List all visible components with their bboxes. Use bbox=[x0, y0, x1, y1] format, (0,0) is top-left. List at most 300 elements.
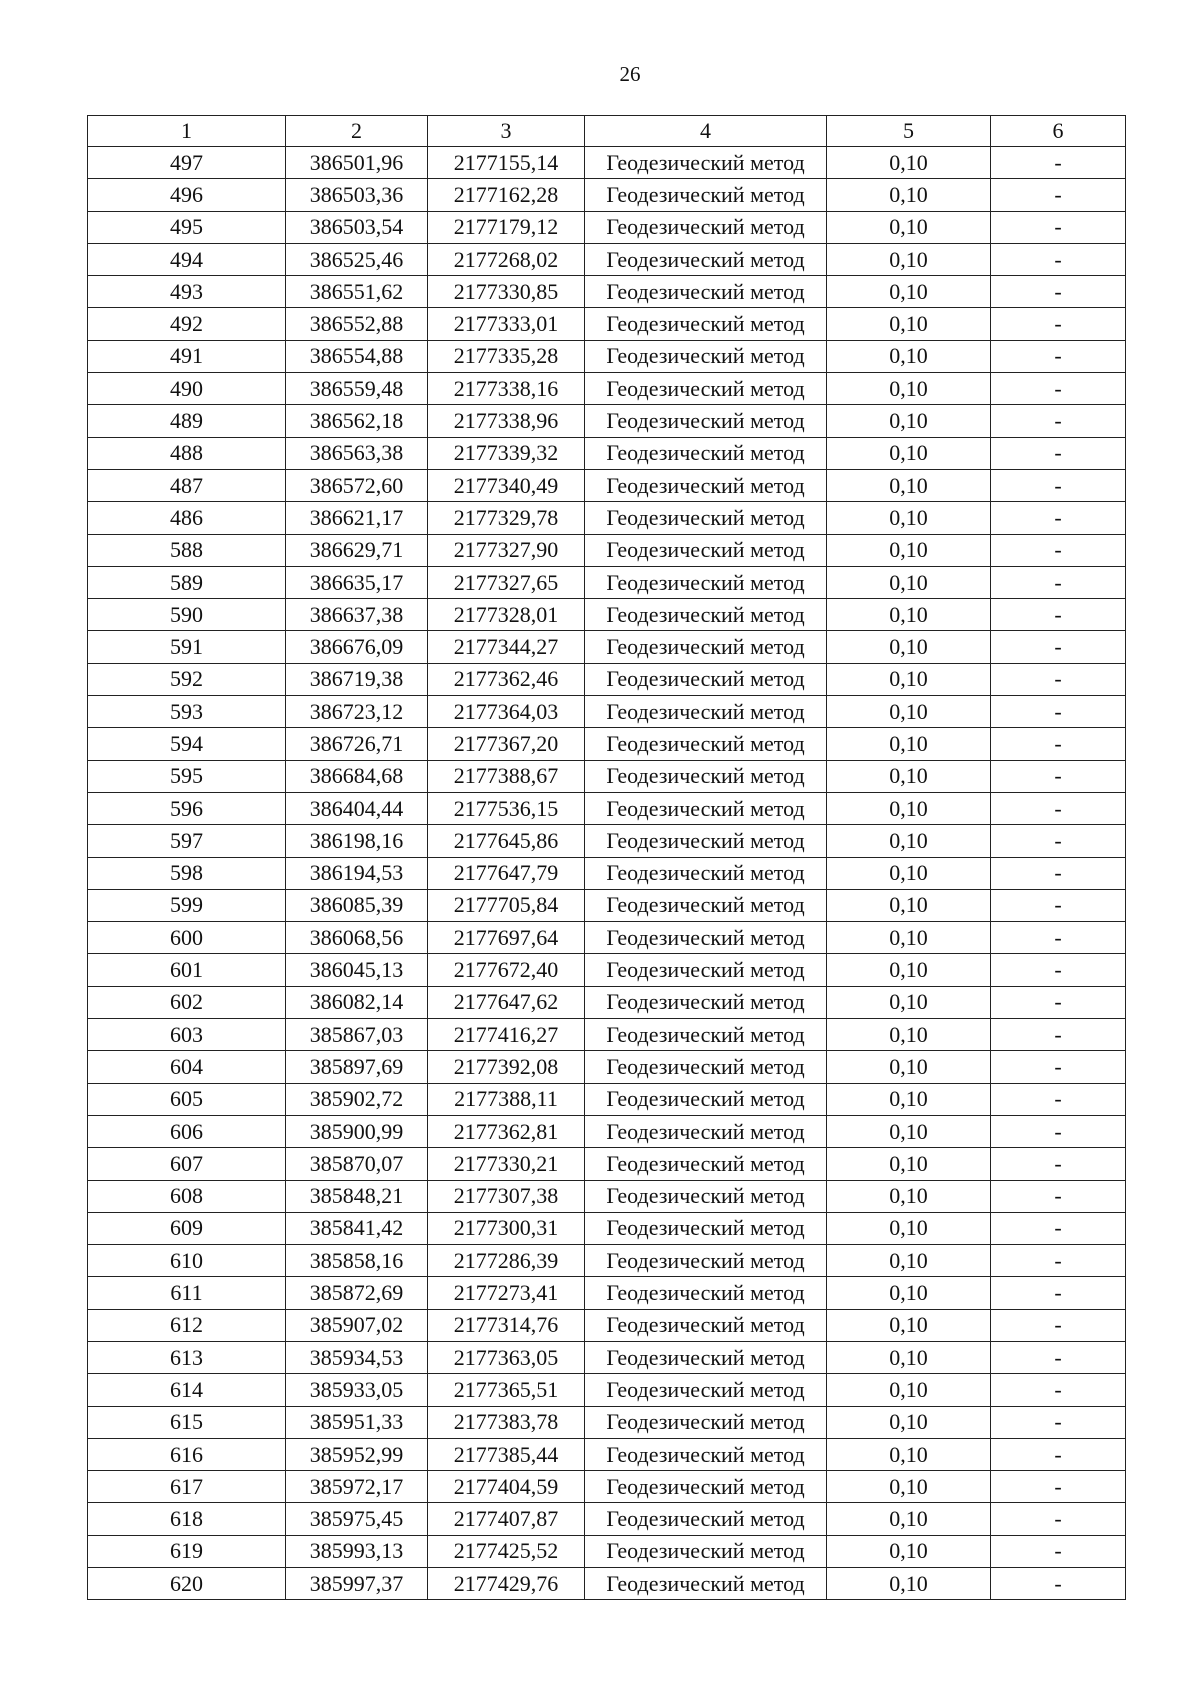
note-cell: - bbox=[991, 986, 1126, 1018]
y-coordinate-cell: 2177367,20 bbox=[428, 728, 585, 760]
note-cell: - bbox=[991, 1568, 1126, 1600]
point-number-cell: 616 bbox=[88, 1438, 286, 1470]
method-cell: Геодезический метод bbox=[585, 663, 827, 695]
x-coordinate-cell: 385907,02 bbox=[286, 1309, 428, 1341]
x-coordinate-cell: 386572,60 bbox=[286, 469, 428, 501]
accuracy-cell: 0,10 bbox=[827, 1019, 991, 1051]
x-coordinate-cell: 386503,54 bbox=[286, 211, 428, 243]
accuracy-cell: 0,10 bbox=[827, 1535, 991, 1567]
method-cell: Геодезический метод bbox=[585, 534, 827, 566]
table-row bbox=[88, 922, 1126, 954]
method-cell: Геодезический метод bbox=[585, 276, 827, 308]
table-row bbox=[88, 308, 1126, 340]
x-coordinate-cell: 386194,53 bbox=[286, 857, 428, 889]
method-cell: Геодезический метод bbox=[585, 340, 827, 372]
accuracy-cell: 0,10 bbox=[827, 1568, 991, 1600]
method-cell: Геодезический метод bbox=[585, 211, 827, 243]
accuracy-cell: 0,10 bbox=[827, 728, 991, 760]
table-row bbox=[88, 1019, 1126, 1051]
method-cell: Геодезический метод bbox=[585, 760, 827, 792]
note-cell: - bbox=[991, 308, 1126, 340]
y-coordinate-cell: 2177383,78 bbox=[428, 1406, 585, 1438]
point-number-cell: 597 bbox=[88, 825, 286, 857]
method-cell: Геодезический метод bbox=[585, 1374, 827, 1406]
y-coordinate-cell: 2177697,64 bbox=[428, 922, 585, 954]
point-number-cell: 611 bbox=[88, 1277, 286, 1309]
note-cell: - bbox=[991, 1212, 1126, 1244]
table-row bbox=[88, 1438, 1126, 1470]
y-coordinate-cell: 2177307,38 bbox=[428, 1180, 585, 1212]
x-coordinate-cell: 386082,14 bbox=[286, 986, 428, 1018]
x-coordinate-cell: 386554,88 bbox=[286, 340, 428, 372]
accuracy-cell: 0,10 bbox=[827, 986, 991, 1018]
accuracy-cell: 0,10 bbox=[827, 211, 991, 243]
y-coordinate-cell: 2177362,46 bbox=[428, 663, 585, 695]
accuracy-cell: 0,10 bbox=[827, 1503, 991, 1535]
accuracy-cell: 0,10 bbox=[827, 922, 991, 954]
y-coordinate-cell: 2177268,02 bbox=[428, 243, 585, 275]
accuracy-cell: 0,10 bbox=[827, 631, 991, 663]
note-cell: - bbox=[991, 922, 1126, 954]
accuracy-cell: 0,10 bbox=[827, 792, 991, 824]
note-cell: - bbox=[991, 437, 1126, 469]
point-number-cell: 591 bbox=[88, 631, 286, 663]
note-cell: - bbox=[991, 340, 1126, 372]
note-cell: - bbox=[991, 1277, 1126, 1309]
x-coordinate-cell: 386719,38 bbox=[286, 663, 428, 695]
x-coordinate-cell: 386404,44 bbox=[286, 792, 428, 824]
accuracy-cell: 0,10 bbox=[827, 534, 991, 566]
accuracy-cell: 0,10 bbox=[827, 1245, 991, 1277]
table-row bbox=[88, 1503, 1126, 1535]
note-cell: - bbox=[991, 1341, 1126, 1373]
note-cell: - bbox=[991, 792, 1126, 824]
note-cell: - bbox=[991, 179, 1126, 211]
accuracy-cell: 0,10 bbox=[827, 1341, 991, 1373]
x-coordinate-cell: 386635,17 bbox=[286, 566, 428, 598]
point-number-cell: 605 bbox=[88, 1083, 286, 1115]
table-row bbox=[88, 437, 1126, 469]
note-cell: - bbox=[991, 1083, 1126, 1115]
table-row bbox=[88, 1341, 1126, 1373]
note-cell: - bbox=[991, 1503, 1126, 1535]
point-number-cell: 495 bbox=[88, 211, 286, 243]
accuracy-cell: 0,10 bbox=[827, 1471, 991, 1503]
note-cell: - bbox=[991, 889, 1126, 921]
table-row bbox=[88, 566, 1126, 598]
table-row bbox=[88, 534, 1126, 566]
method-cell: Геодезический метод bbox=[585, 986, 827, 1018]
table-row bbox=[88, 599, 1126, 631]
accuracy-cell: 0,10 bbox=[827, 825, 991, 857]
table-row bbox=[88, 1471, 1126, 1503]
accuracy-cell: 0,10 bbox=[827, 1180, 991, 1212]
table-row bbox=[88, 502, 1126, 534]
table-row bbox=[88, 373, 1126, 405]
method-cell: Геодезический метод bbox=[585, 1019, 827, 1051]
point-number-cell: 600 bbox=[88, 922, 286, 954]
coordinates-table bbox=[87, 115, 1126, 1600]
accuracy-cell: 0,10 bbox=[827, 857, 991, 889]
point-number-cell: 613 bbox=[88, 1341, 286, 1373]
point-number-cell: 595 bbox=[88, 760, 286, 792]
point-number-cell: 604 bbox=[88, 1051, 286, 1083]
accuracy-cell: 0,10 bbox=[827, 373, 991, 405]
x-coordinate-cell: 385993,13 bbox=[286, 1535, 428, 1567]
y-coordinate-cell: 2177365,51 bbox=[428, 1374, 585, 1406]
note-cell: - bbox=[991, 1535, 1126, 1567]
table-row bbox=[88, 1535, 1126, 1567]
table-row bbox=[88, 663, 1126, 695]
x-coordinate-cell: 386563,38 bbox=[286, 437, 428, 469]
x-coordinate-cell: 385872,69 bbox=[286, 1277, 428, 1309]
column-header-6: 6 bbox=[991, 116, 1126, 147]
note-cell: - bbox=[991, 1115, 1126, 1147]
column-header-4: 4 bbox=[585, 116, 827, 147]
note-cell: - bbox=[991, 566, 1126, 598]
point-number-cell: 492 bbox=[88, 308, 286, 340]
note-cell: - bbox=[991, 696, 1126, 728]
y-coordinate-cell: 2177286,39 bbox=[428, 1245, 585, 1277]
x-coordinate-cell: 385848,21 bbox=[286, 1180, 428, 1212]
x-coordinate-cell: 385972,17 bbox=[286, 1471, 428, 1503]
point-number-cell: 614 bbox=[88, 1374, 286, 1406]
y-coordinate-cell: 2177404,59 bbox=[428, 1471, 585, 1503]
point-number-cell: 610 bbox=[88, 1245, 286, 1277]
y-coordinate-cell: 2177416,27 bbox=[428, 1019, 585, 1051]
x-coordinate-cell: 385902,72 bbox=[286, 1083, 428, 1115]
method-cell: Геодезический метод bbox=[585, 728, 827, 760]
y-coordinate-cell: 2177385,44 bbox=[428, 1438, 585, 1470]
x-coordinate-cell: 386552,88 bbox=[286, 308, 428, 340]
method-cell: Геодезический метод bbox=[585, 599, 827, 631]
method-cell: Геодезический метод bbox=[585, 1568, 827, 1600]
table-row bbox=[88, 1374, 1126, 1406]
method-cell: Геодезический метод bbox=[585, 1212, 827, 1244]
table-row bbox=[88, 1180, 1126, 1212]
accuracy-cell: 0,10 bbox=[827, 1277, 991, 1309]
point-number-cell: 493 bbox=[88, 276, 286, 308]
point-number-cell: 489 bbox=[88, 405, 286, 437]
table-row bbox=[88, 889, 1126, 921]
x-coordinate-cell: 385858,16 bbox=[286, 1245, 428, 1277]
method-cell: Геодезический метод bbox=[585, 922, 827, 954]
accuracy-cell: 0,10 bbox=[827, 1148, 991, 1180]
x-coordinate-cell: 386198,16 bbox=[286, 825, 428, 857]
table-row bbox=[88, 760, 1126, 792]
note-cell: - bbox=[991, 147, 1126, 179]
method-cell: Геодезический метод bbox=[585, 1277, 827, 1309]
accuracy-cell: 0,10 bbox=[827, 502, 991, 534]
note-cell: - bbox=[991, 1148, 1126, 1180]
note-cell: - bbox=[991, 469, 1126, 501]
y-coordinate-cell: 2177179,12 bbox=[428, 211, 585, 243]
y-coordinate-cell: 2177328,01 bbox=[428, 599, 585, 631]
note-cell: - bbox=[991, 1374, 1126, 1406]
method-cell: Геодезический метод bbox=[585, 1406, 827, 1438]
note-cell: - bbox=[991, 663, 1126, 695]
method-cell: Геодезический метод bbox=[585, 405, 827, 437]
table-row bbox=[88, 211, 1126, 243]
y-coordinate-cell: 2177364,03 bbox=[428, 696, 585, 728]
table-row bbox=[88, 631, 1126, 663]
accuracy-cell: 0,10 bbox=[827, 889, 991, 921]
y-coordinate-cell: 2177388,67 bbox=[428, 760, 585, 792]
accuracy-cell: 0,10 bbox=[827, 1438, 991, 1470]
point-number-cell: 496 bbox=[88, 179, 286, 211]
accuracy-cell: 0,10 bbox=[827, 760, 991, 792]
note-cell: - bbox=[991, 728, 1126, 760]
method-cell: Геодезический метод bbox=[585, 179, 827, 211]
method-cell: Геодезический метод bbox=[585, 1245, 827, 1277]
y-coordinate-cell: 2177340,49 bbox=[428, 469, 585, 501]
note-cell: - bbox=[991, 599, 1126, 631]
accuracy-cell: 0,10 bbox=[827, 308, 991, 340]
note-cell: - bbox=[991, 1051, 1126, 1083]
y-coordinate-cell: 2177338,16 bbox=[428, 373, 585, 405]
point-number-cell: 593 bbox=[88, 696, 286, 728]
table-row bbox=[88, 405, 1126, 437]
table-row bbox=[88, 1148, 1126, 1180]
x-coordinate-cell: 386551,62 bbox=[286, 276, 428, 308]
y-coordinate-cell: 2177333,01 bbox=[428, 308, 585, 340]
x-coordinate-cell: 386525,46 bbox=[286, 243, 428, 275]
y-coordinate-cell: 2177407,87 bbox=[428, 1503, 585, 1535]
note-cell: - bbox=[991, 534, 1126, 566]
column-header-1: 1 bbox=[88, 116, 286, 147]
column-header-2: 2 bbox=[286, 116, 428, 147]
x-coordinate-cell: 385952,99 bbox=[286, 1438, 428, 1470]
method-cell: Геодезический метод bbox=[585, 857, 827, 889]
table-row bbox=[88, 825, 1126, 857]
note-cell: - bbox=[991, 1471, 1126, 1503]
y-coordinate-cell: 2177647,79 bbox=[428, 857, 585, 889]
note-cell: - bbox=[991, 1019, 1126, 1051]
method-cell: Геодезический метод bbox=[585, 631, 827, 663]
point-number-cell: 589 bbox=[88, 566, 286, 598]
point-number-cell: 596 bbox=[88, 792, 286, 824]
point-number-cell: 601 bbox=[88, 954, 286, 986]
accuracy-cell: 0,10 bbox=[827, 1374, 991, 1406]
x-coordinate-cell: 385870,07 bbox=[286, 1148, 428, 1180]
x-coordinate-cell: 385997,37 bbox=[286, 1568, 428, 1600]
accuracy-cell: 0,10 bbox=[827, 566, 991, 598]
method-cell: Геодезический метод bbox=[585, 792, 827, 824]
table-row bbox=[88, 243, 1126, 275]
method-cell: Геодезический метод bbox=[585, 1083, 827, 1115]
method-cell: Геодезический метод bbox=[585, 1471, 827, 1503]
x-coordinate-cell: 386503,36 bbox=[286, 179, 428, 211]
column-header-5: 5 bbox=[827, 116, 991, 147]
accuracy-cell: 0,10 bbox=[827, 1309, 991, 1341]
table-row bbox=[88, 1051, 1126, 1083]
table-row bbox=[88, 469, 1126, 501]
method-cell: Геодезический метод bbox=[585, 243, 827, 275]
point-number-cell: 618 bbox=[88, 1503, 286, 1535]
note-cell: - bbox=[991, 1406, 1126, 1438]
accuracy-cell: 0,10 bbox=[827, 954, 991, 986]
point-number-cell: 612 bbox=[88, 1309, 286, 1341]
y-coordinate-cell: 2177645,86 bbox=[428, 825, 585, 857]
point-number-cell: 617 bbox=[88, 1471, 286, 1503]
x-coordinate-cell: 385867,03 bbox=[286, 1019, 428, 1051]
method-cell: Геодезический метод bbox=[585, 502, 827, 534]
accuracy-cell: 0,10 bbox=[827, 179, 991, 211]
x-coordinate-cell: 385900,99 bbox=[286, 1115, 428, 1147]
x-coordinate-cell: 386723,12 bbox=[286, 696, 428, 728]
x-coordinate-cell: 385933,05 bbox=[286, 1374, 428, 1406]
y-coordinate-cell: 2177327,65 bbox=[428, 566, 585, 598]
x-coordinate-cell: 386045,13 bbox=[286, 954, 428, 986]
table-row bbox=[88, 986, 1126, 1018]
table-row bbox=[88, 1212, 1126, 1244]
point-number-cell: 619 bbox=[88, 1535, 286, 1567]
x-coordinate-cell: 386637,38 bbox=[286, 599, 428, 631]
y-coordinate-cell: 2177330,85 bbox=[428, 276, 585, 308]
accuracy-cell: 0,10 bbox=[827, 1406, 991, 1438]
note-cell: - bbox=[991, 1309, 1126, 1341]
method-cell: Геодезический метод bbox=[585, 696, 827, 728]
point-number-cell: 588 bbox=[88, 534, 286, 566]
point-number-cell: 602 bbox=[88, 986, 286, 1018]
table-body bbox=[88, 147, 1126, 1600]
method-cell: Геодезический метод bbox=[585, 566, 827, 598]
note-cell: - bbox=[991, 760, 1126, 792]
y-coordinate-cell: 2177273,41 bbox=[428, 1277, 585, 1309]
y-coordinate-cell: 2177162,28 bbox=[428, 179, 585, 211]
method-cell: Геодезический метод bbox=[585, 1148, 827, 1180]
point-number-cell: 490 bbox=[88, 373, 286, 405]
x-coordinate-cell: 385897,69 bbox=[286, 1051, 428, 1083]
point-number-cell: 608 bbox=[88, 1180, 286, 1212]
y-coordinate-cell: 2177329,78 bbox=[428, 502, 585, 534]
point-number-cell: 497 bbox=[88, 147, 286, 179]
note-cell: - bbox=[991, 631, 1126, 663]
y-coordinate-cell: 2177647,62 bbox=[428, 986, 585, 1018]
point-number-cell: 598 bbox=[88, 857, 286, 889]
column-header-3: 3 bbox=[428, 116, 585, 147]
method-cell: Геодезический метод bbox=[585, 1115, 827, 1147]
x-coordinate-cell: 385934,53 bbox=[286, 1341, 428, 1373]
y-coordinate-cell: 2177425,52 bbox=[428, 1535, 585, 1567]
table-row bbox=[88, 276, 1126, 308]
x-coordinate-cell: 386501,96 bbox=[286, 147, 428, 179]
x-coordinate-cell: 386068,56 bbox=[286, 922, 428, 954]
table-row bbox=[88, 1406, 1126, 1438]
accuracy-cell: 0,10 bbox=[827, 1083, 991, 1115]
accuracy-cell: 0,10 bbox=[827, 147, 991, 179]
accuracy-cell: 0,10 bbox=[827, 1212, 991, 1244]
y-coordinate-cell: 2177388,11 bbox=[428, 1083, 585, 1115]
method-cell: Геодезический метод bbox=[585, 308, 827, 340]
table-row bbox=[88, 1309, 1126, 1341]
point-number-cell: 594 bbox=[88, 728, 286, 760]
point-number-cell: 615 bbox=[88, 1406, 286, 1438]
table-row bbox=[88, 340, 1126, 372]
point-number-cell: 590 bbox=[88, 599, 286, 631]
note-cell: - bbox=[991, 373, 1126, 405]
y-coordinate-cell: 2177363,05 bbox=[428, 1341, 585, 1373]
y-coordinate-cell: 2177155,14 bbox=[428, 147, 585, 179]
y-coordinate-cell: 2177429,76 bbox=[428, 1568, 585, 1600]
x-coordinate-cell: 386676,09 bbox=[286, 631, 428, 663]
accuracy-cell: 0,10 bbox=[827, 469, 991, 501]
method-cell: Геодезический метод bbox=[585, 147, 827, 179]
point-number-cell: 592 bbox=[88, 663, 286, 695]
x-coordinate-cell: 386726,71 bbox=[286, 728, 428, 760]
note-cell: - bbox=[991, 211, 1126, 243]
accuracy-cell: 0,10 bbox=[827, 1051, 991, 1083]
method-cell: Геодезический метод bbox=[585, 1341, 827, 1373]
accuracy-cell: 0,10 bbox=[827, 243, 991, 275]
method-cell: Геодезический метод bbox=[585, 1535, 827, 1567]
accuracy-cell: 0,10 bbox=[827, 696, 991, 728]
note-cell: - bbox=[991, 825, 1126, 857]
method-cell: Геодезический метод bbox=[585, 889, 827, 921]
method-cell: Геодезический метод bbox=[585, 825, 827, 857]
y-coordinate-cell: 2177339,32 bbox=[428, 437, 585, 469]
point-number-cell: 488 bbox=[88, 437, 286, 469]
accuracy-cell: 0,10 bbox=[827, 340, 991, 372]
point-number-cell: 599 bbox=[88, 889, 286, 921]
table-header bbox=[88, 116, 1126, 147]
accuracy-cell: 0,10 bbox=[827, 663, 991, 695]
header-row bbox=[88, 116, 1126, 147]
table-row bbox=[88, 1083, 1126, 1115]
method-cell: Геодезический метод bbox=[585, 437, 827, 469]
y-coordinate-cell: 2177330,21 bbox=[428, 1148, 585, 1180]
y-coordinate-cell: 2177327,90 bbox=[428, 534, 585, 566]
x-coordinate-cell: 385841,42 bbox=[286, 1212, 428, 1244]
x-coordinate-cell: 386559,48 bbox=[286, 373, 428, 405]
table-row bbox=[88, 728, 1126, 760]
y-coordinate-cell: 2177335,28 bbox=[428, 340, 585, 372]
y-coordinate-cell: 2177392,08 bbox=[428, 1051, 585, 1083]
method-cell: Геодезический метод bbox=[585, 1051, 827, 1083]
table-row bbox=[88, 1115, 1126, 1147]
x-coordinate-cell: 385951,33 bbox=[286, 1406, 428, 1438]
point-number-cell: 607 bbox=[88, 1148, 286, 1180]
table-row bbox=[88, 696, 1126, 728]
page-number: 26 bbox=[619, 62, 641, 86]
accuracy-cell: 0,10 bbox=[827, 405, 991, 437]
point-number-cell: 609 bbox=[88, 1212, 286, 1244]
point-number-cell: 603 bbox=[88, 1019, 286, 1051]
table-row bbox=[88, 792, 1126, 824]
table-row bbox=[88, 1277, 1126, 1309]
y-coordinate-cell: 2177338,96 bbox=[428, 405, 585, 437]
note-cell: - bbox=[991, 1245, 1126, 1277]
method-cell: Геодезический метод bbox=[585, 373, 827, 405]
method-cell: Геодезический метод bbox=[585, 1503, 827, 1535]
note-cell: - bbox=[991, 1180, 1126, 1212]
point-number-cell: 494 bbox=[88, 243, 286, 275]
point-number-cell: 620 bbox=[88, 1568, 286, 1600]
method-cell: Геодезический метод bbox=[585, 1180, 827, 1212]
accuracy-cell: 0,10 bbox=[827, 1115, 991, 1147]
point-number-cell: 606 bbox=[88, 1115, 286, 1147]
note-cell: - bbox=[991, 405, 1126, 437]
point-number-cell: 486 bbox=[88, 502, 286, 534]
y-coordinate-cell: 2177344,27 bbox=[428, 631, 585, 663]
x-coordinate-cell: 386629,71 bbox=[286, 534, 428, 566]
method-cell: Геодезический метод bbox=[585, 954, 827, 986]
note-cell: - bbox=[991, 276, 1126, 308]
x-coordinate-cell: 386684,68 bbox=[286, 760, 428, 792]
method-cell: Геодезический метод bbox=[585, 1309, 827, 1341]
table-row bbox=[88, 147, 1126, 179]
y-coordinate-cell: 2177362,81 bbox=[428, 1115, 585, 1147]
